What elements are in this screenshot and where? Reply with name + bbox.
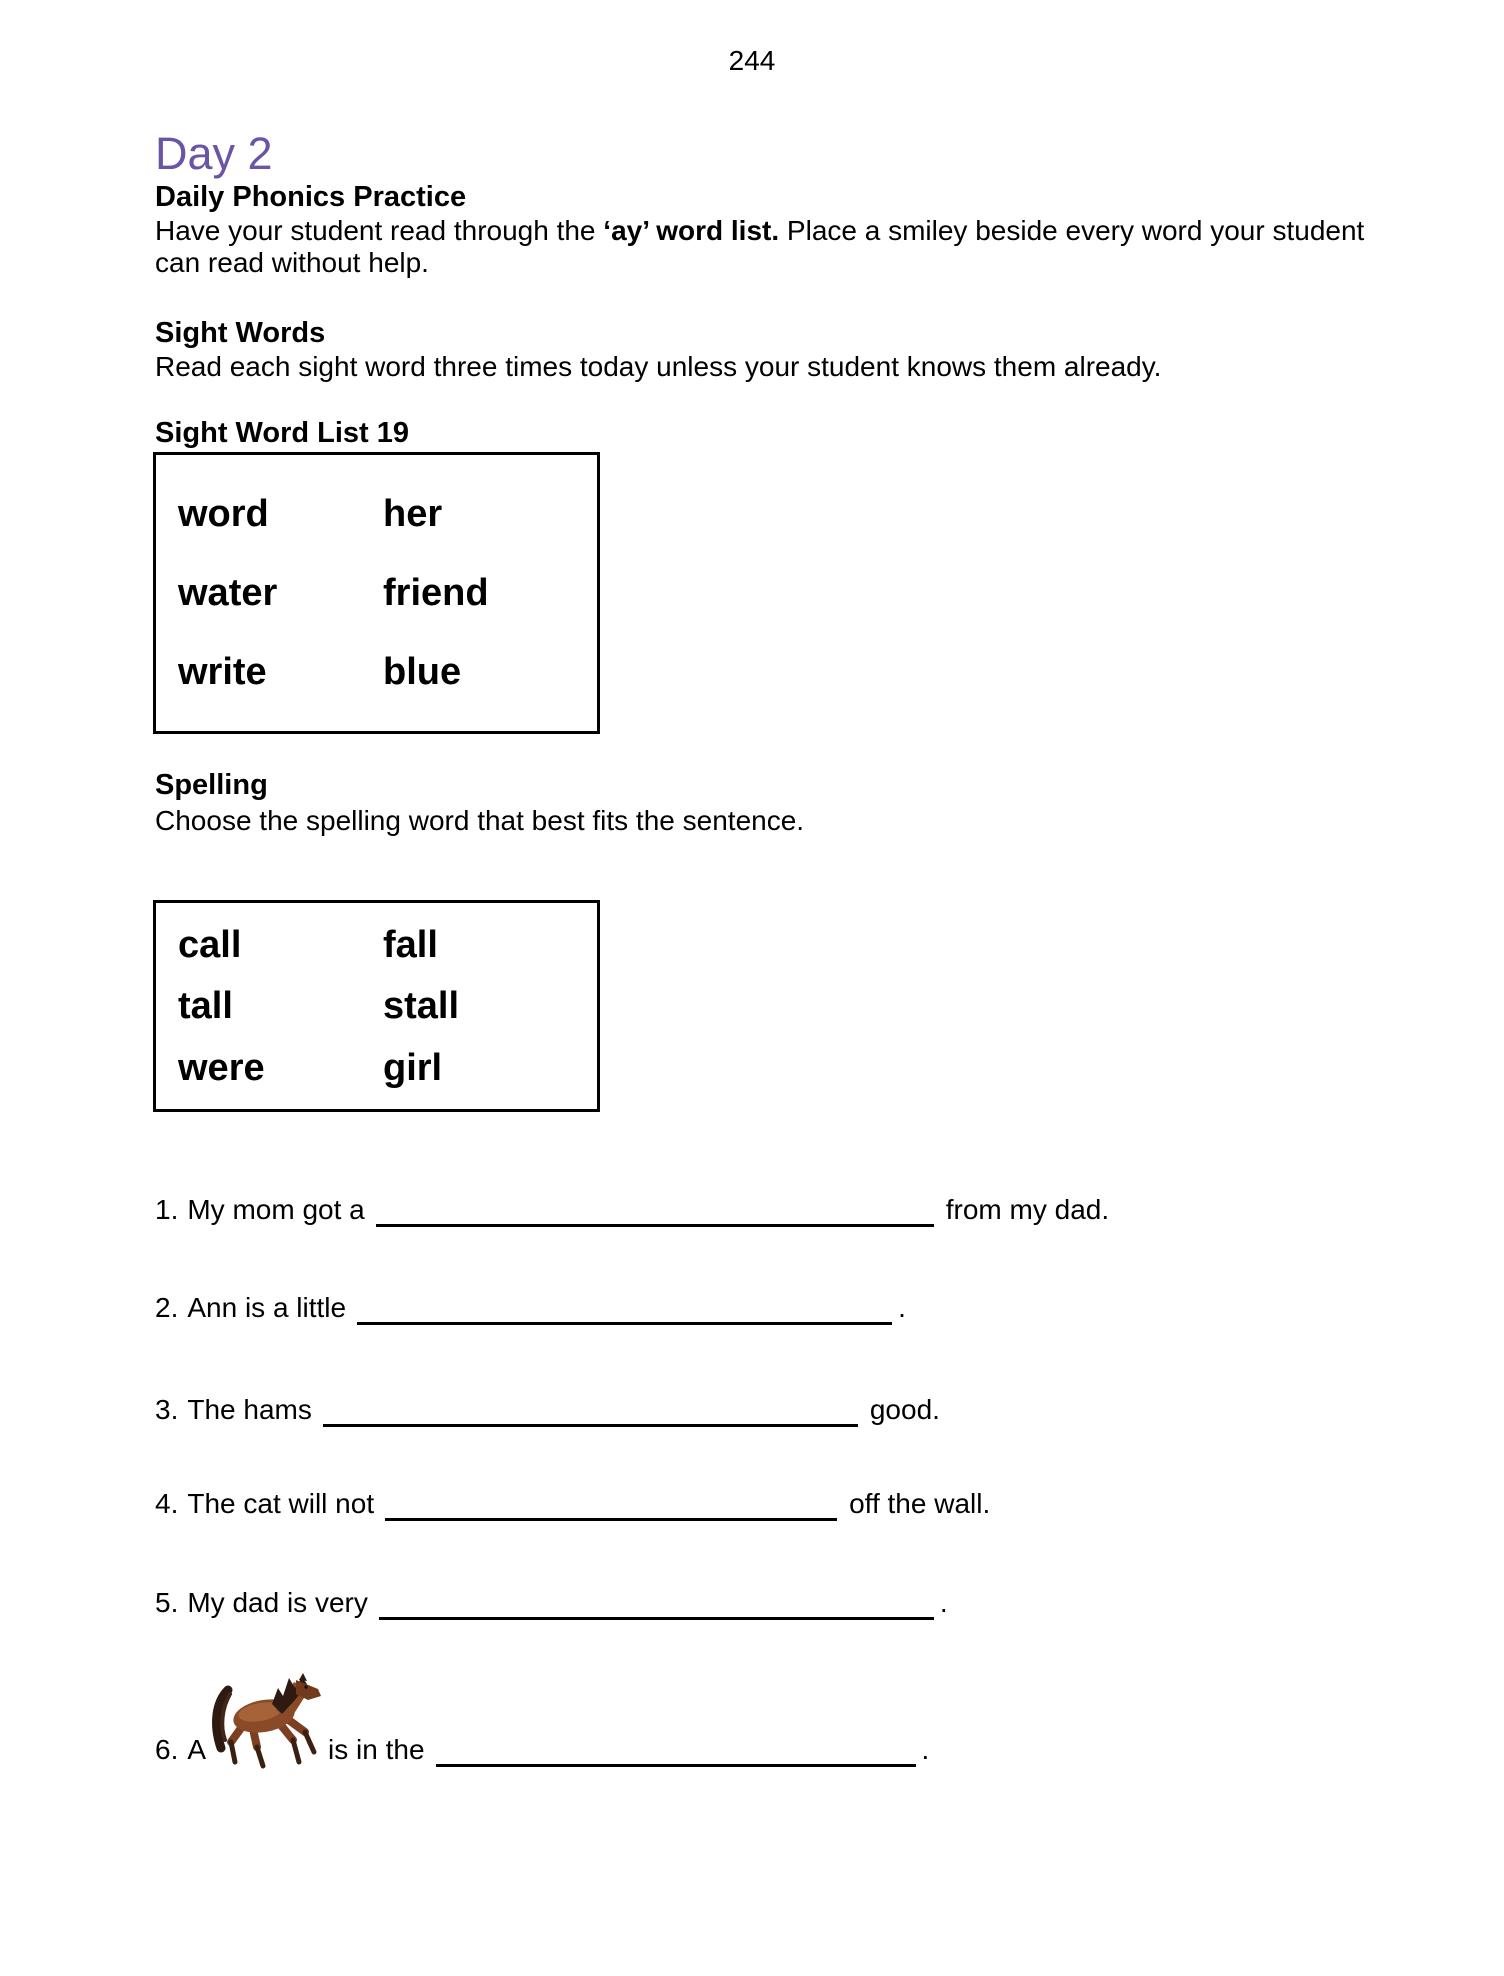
phonics-intro-pre: Have your student read through the [155, 215, 604, 246]
sight-word: water [178, 572, 278, 614]
sentence-text-pre: My mom got a [187, 1194, 365, 1225]
fill-in-blank [436, 1736, 916, 1767]
spelling-word: tall [178, 985, 233, 1027]
sight-words-heading: Sight Words [155, 317, 326, 349]
page-number: 244 [728, 45, 776, 76]
sight-word: write [178, 651, 267, 693]
fill-in-blank [385, 1490, 837, 1521]
sentence-5 [155, 1586, 948, 1620]
sentence-text-pre: The cat will not [187, 1488, 375, 1519]
sentence-number: 6. [155, 1734, 179, 1765]
spelling-word: girl [383, 1046, 443, 1089]
sentence-4 [155, 1487, 990, 1521]
sentence-text-post: off the wall. [849, 1488, 991, 1519]
sentence-text-pre: My dad is very [187, 1587, 368, 1618]
phonics-intro-bold: ‘ay’ word list. [603, 215, 780, 246]
sentence-number: 2. [155, 1292, 179, 1323]
spelling-word: stall [383, 985, 460, 1027]
fill-in-blank [323, 1396, 858, 1427]
fill-in-blank [376, 1196, 934, 1227]
sight-word-list-box [153, 452, 600, 734]
sight-words-instructions: Read each sight word three times today unless your student knows them already. [155, 351, 1162, 382]
sight-word: word [178, 493, 269, 535]
sight-word-list-title: Sight Word List 19 [155, 417, 410, 449]
sight-word: her [383, 493, 443, 535]
sentence-text-pre: Ann is a little [187, 1292, 347, 1323]
day-title: Day 2 [155, 128, 273, 179]
spelling-instructions: Choose the spelling word that best fits the sentence. [155, 805, 805, 836]
sentence-number: 3. [155, 1394, 179, 1425]
sight-word: blue [383, 651, 462, 693]
spelling-word-box [153, 900, 600, 1112]
sight-word: friend [383, 572, 489, 614]
sentence-2 [155, 1291, 906, 1325]
sentence-text-pre: The hams [187, 1394, 312, 1425]
sentence-text-post: . [939, 1587, 948, 1618]
sentence-6 [155, 1672, 929, 1772]
spelling-word: call [178, 923, 242, 966]
sentence-number: 1. [155, 1194, 179, 1225]
sentence-number: 4. [155, 1488, 179, 1519]
sentence-text-post: . [921, 1734, 930, 1765]
phonics-intro-post: Place a smiley beside every word your student can read without help. [155, 215, 1365, 278]
phonics-heading: Daily Phonics Practice [155, 181, 467, 213]
sentence-1 [155, 1193, 1109, 1227]
sentence-text-pre: A [187, 1734, 207, 1765]
spelling-word: fall [383, 923, 438, 966]
sentence-text-post: . [898, 1292, 906, 1323]
sentence-text-post: good. [869, 1394, 940, 1425]
sentence-text-mid: is in the [328, 1734, 425, 1765]
phonics-instructions [155, 215, 1380, 279]
sentence-number: 5. [155, 1587, 179, 1618]
spelling-heading: Spelling [155, 769, 268, 801]
fill-in-blank [379, 1589, 934, 1620]
fill-in-blank [357, 1294, 892, 1325]
sentence-3 [155, 1393, 940, 1427]
sentence-text-post: from my dad. [945, 1194, 1110, 1225]
horse-image [210, 1672, 322, 1772]
spelling-word: were [178, 1046, 265, 1089]
